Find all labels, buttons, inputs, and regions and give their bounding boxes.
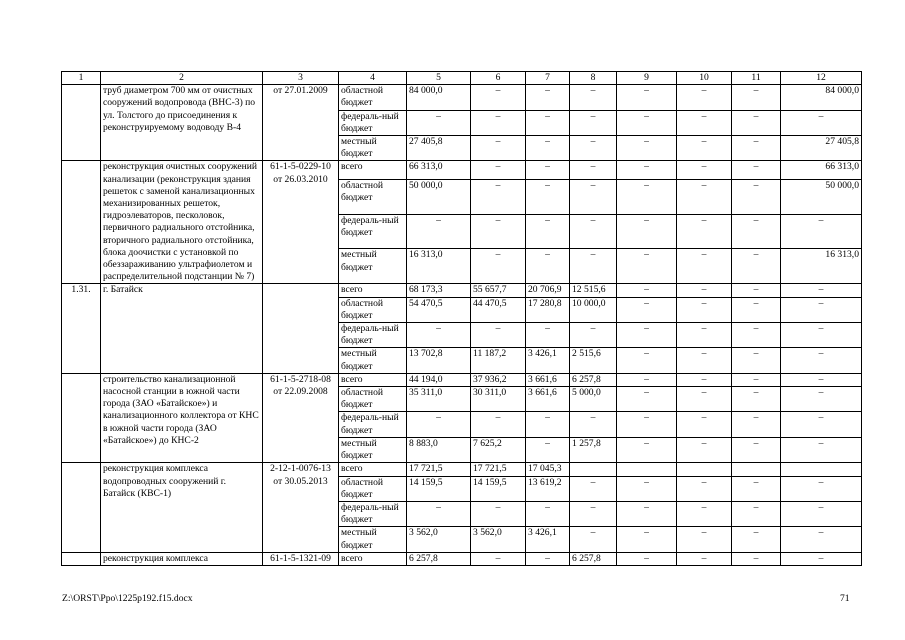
- value-cell: 50 000,0: [407, 179, 471, 214]
- value-cell: –: [617, 501, 677, 526]
- funding-source: федераль-ный бюджет: [339, 110, 407, 135]
- value-cell: –: [407, 323, 471, 348]
- document-code: 61-1-5-2718-08 от 22.09.2008: [263, 373, 339, 462]
- table-row: [62, 284, 862, 297]
- value-cell: –: [781, 476, 862, 501]
- value-cell: –: [677, 284, 732, 297]
- table-row: [62, 552, 862, 565]
- value-cell: 17 045,3: [526, 463, 570, 476]
- object-name: реконструкция очистных сооружений канализации (реконструкция здания решеток с заменой канализационных механизированных решеток, гидроэлеваторов, песколовок, первичного радиального отстойника, вторичного радиального отстойника, блока доочистки с установкой по обеззараживанию ультрафиолетом и распределительной подстанции № 7): [101, 161, 263, 284]
- row-number: [62, 85, 101, 161]
- value-cell: –: [617, 387, 677, 412]
- value-cell: –: [677, 249, 732, 284]
- funding-source: областной бюджет: [339, 387, 407, 412]
- col-header: 12: [781, 72, 862, 85]
- value-cell: –: [617, 284, 677, 297]
- value-cell: –: [526, 214, 570, 249]
- footer-page-number: 71: [840, 593, 850, 604]
- value-cell: –: [732, 110, 781, 135]
- value-cell: –: [732, 214, 781, 249]
- value-cell: –: [732, 161, 781, 179]
- funding-source: всего: [339, 552, 407, 565]
- value-cell: –: [617, 476, 677, 501]
- value-cell: –: [570, 249, 617, 284]
- value-cell: –: [732, 501, 781, 526]
- value-cell: –: [781, 214, 862, 249]
- value-cell: –: [732, 527, 781, 552]
- value-cell: –: [526, 161, 570, 179]
- value-cell: –: [570, 501, 617, 526]
- value-cell: 66 313,0: [781, 161, 862, 179]
- value-cell: 44 194,0: [407, 373, 471, 386]
- col-header: 2: [101, 72, 263, 85]
- row-number: 1.31.: [62, 284, 101, 373]
- value-cell: 7 625,2: [471, 437, 526, 462]
- value-cell: –: [732, 373, 781, 386]
- value-cell: –: [732, 179, 781, 214]
- value-cell: –: [732, 412, 781, 437]
- value-cell: –: [781, 552, 862, 565]
- value-cell: –: [732, 437, 781, 462]
- table-row: [62, 373, 862, 386]
- funding-source: федераль-ный бюджет: [339, 412, 407, 437]
- object-name: г. Батайск: [101, 284, 263, 373]
- value-cell: 6 257,8: [570, 552, 617, 565]
- value-cell: [732, 463, 781, 476]
- value-cell: –: [617, 214, 677, 249]
- value-cell: –: [617, 323, 677, 348]
- value-cell: 17 280,8: [526, 297, 570, 322]
- value-cell: –: [617, 85, 677, 110]
- value-cell: –: [677, 348, 732, 373]
- funding-source: местный бюджет: [339, 136, 407, 161]
- col-header: 7: [526, 72, 570, 85]
- value-cell: –: [677, 179, 732, 214]
- value-cell: –: [407, 214, 471, 249]
- document-code: 2-12-1-0076-13 от 30.05.2013: [263, 463, 339, 552]
- row-number: [62, 161, 101, 284]
- col-header: 9: [617, 72, 677, 85]
- value-cell: 3 661,6: [526, 373, 570, 386]
- table-row: [62, 463, 862, 476]
- value-cell: –: [732, 284, 781, 297]
- value-cell: [677, 463, 732, 476]
- value-cell: –: [677, 214, 732, 249]
- col-header: 3: [263, 72, 339, 85]
- value-cell: 16 313,0: [407, 249, 471, 284]
- value-cell: –: [732, 552, 781, 565]
- value-cell: 3 661,6: [526, 387, 570, 412]
- value-cell: –: [677, 161, 732, 179]
- value-cell: 30 311,0: [471, 387, 526, 412]
- value-cell: 6 257,8: [407, 552, 471, 565]
- row-number: [62, 463, 101, 552]
- funding-source: всего: [339, 373, 407, 386]
- value-cell: 44 470,5: [471, 297, 526, 322]
- funding-source: всего: [339, 284, 407, 297]
- value-cell: –: [781, 387, 862, 412]
- funding-source: областной бюджет: [339, 297, 407, 322]
- value-cell: –: [526, 85, 570, 110]
- value-cell: 1 257,8: [570, 437, 617, 462]
- value-cell: –: [677, 412, 732, 437]
- object-name: реконструкция комплекса водопроводных сооружений г. Батайск (КВС-1): [101, 463, 263, 552]
- value-cell: –: [471, 179, 526, 214]
- value-cell: 14 159,5: [407, 476, 471, 501]
- row-number: [62, 373, 101, 462]
- value-cell: –: [677, 501, 732, 526]
- value-cell: –: [617, 527, 677, 552]
- value-cell: –: [526, 136, 570, 161]
- funding-source: областной бюджет: [339, 85, 407, 110]
- value-cell: –: [570, 136, 617, 161]
- value-cell: 3 426,1: [526, 527, 570, 552]
- funding-source: областной бюджет: [339, 476, 407, 501]
- value-cell: 10 000,0: [570, 297, 617, 322]
- value-cell: –: [570, 161, 617, 179]
- value-cell: –: [781, 373, 862, 386]
- value-cell: –: [471, 110, 526, 135]
- funding-source: местный бюджет: [339, 527, 407, 552]
- value-cell: –: [781, 323, 862, 348]
- value-cell: –: [781, 297, 862, 322]
- value-cell: 66 313,0: [407, 161, 471, 179]
- col-header: 6: [471, 72, 526, 85]
- value-cell: –: [407, 412, 471, 437]
- value-cell: –: [471, 501, 526, 526]
- funding-source: всего: [339, 463, 407, 476]
- value-cell: –: [471, 85, 526, 110]
- value-cell: –: [677, 85, 732, 110]
- funding-source: местный бюджет: [339, 249, 407, 284]
- value-cell: 13 619,2: [526, 476, 570, 501]
- funding-source: местный бюджет: [339, 348, 407, 373]
- col-header: 5: [407, 72, 471, 85]
- value-cell: –: [570, 214, 617, 249]
- value-cell: –: [526, 110, 570, 135]
- value-cell: –: [677, 323, 732, 348]
- value-cell: 11 187,2: [471, 348, 526, 373]
- value-cell: –: [570, 323, 617, 348]
- value-cell: 2 515,6: [570, 348, 617, 373]
- value-cell: –: [781, 348, 862, 373]
- value-cell: 17 721,5: [471, 463, 526, 476]
- value-cell: 50 000,0: [781, 179, 862, 214]
- value-cell: –: [732, 387, 781, 412]
- value-cell: –: [677, 297, 732, 322]
- object-name: строительство канализационной насосной станции в южной части города (ЗАО «Батайское») и канализационного коллектора от КНС в южной части города (ЗАО «Батайское») до КНС-2: [101, 373, 263, 462]
- value-cell: –: [732, 323, 781, 348]
- value-cell: 68 173,3: [407, 284, 471, 297]
- value-cell: –: [781, 437, 862, 462]
- value-cell: –: [407, 110, 471, 135]
- value-cell: –: [781, 412, 862, 437]
- value-cell: 27 405,8: [781, 136, 862, 161]
- value-cell: –: [781, 284, 862, 297]
- value-cell: –: [570, 412, 617, 437]
- value-cell: 20 706,9: [526, 284, 570, 297]
- value-cell: –: [732, 476, 781, 501]
- document-code: от 27.01.2009: [263, 85, 339, 161]
- value-cell: 5 000,0: [570, 387, 617, 412]
- value-cell: 54 470,5: [407, 297, 471, 322]
- document-code: 61-1-5-1321-09: [263, 552, 339, 565]
- document-code: [263, 284, 339, 373]
- value-cell: –: [570, 179, 617, 214]
- funding-source: всего: [339, 161, 407, 179]
- funding-source: федераль-ный бюджет: [339, 323, 407, 348]
- budget-table: [61, 71, 862, 566]
- row-number: [62, 552, 101, 565]
- value-cell: –: [677, 373, 732, 386]
- value-cell: –: [617, 179, 677, 214]
- value-cell: –: [526, 249, 570, 284]
- value-cell: –: [570, 476, 617, 501]
- value-cell: –: [570, 110, 617, 135]
- value-cell: –: [617, 161, 677, 179]
- value-cell: –: [526, 179, 570, 214]
- value-cell: –: [617, 373, 677, 386]
- value-cell: 13 702,8: [407, 348, 471, 373]
- object-name: реконструкция комплекса: [101, 552, 263, 565]
- value-cell: –: [526, 437, 570, 462]
- value-cell: –: [407, 501, 471, 526]
- value-cell: –: [677, 552, 732, 565]
- value-cell: –: [732, 85, 781, 110]
- funding-source: местный бюджет: [339, 437, 407, 462]
- value-cell: –: [677, 527, 732, 552]
- value-cell: –: [781, 110, 862, 135]
- col-header: 1: [62, 72, 101, 85]
- value-cell: 6 257,8: [570, 373, 617, 386]
- col-header: 10: [677, 72, 732, 85]
- value-cell: [617, 463, 677, 476]
- value-cell: –: [471, 412, 526, 437]
- value-cell: –: [526, 412, 570, 437]
- value-cell: –: [526, 323, 570, 348]
- value-cell: –: [617, 552, 677, 565]
- value-cell: –: [781, 501, 862, 526]
- footer-file-path: Z:\ORST\Ppo\1225p192.f15.docx: [62, 593, 193, 604]
- value-cell: –: [570, 85, 617, 110]
- value-cell: –: [617, 110, 677, 135]
- value-cell: –: [677, 437, 732, 462]
- value-cell: 16 313,0: [781, 249, 862, 284]
- value-cell: 3 562,0: [471, 527, 526, 552]
- value-cell: –: [617, 348, 677, 373]
- value-cell: 84 000,0: [407, 85, 471, 110]
- value-cell: 27 405,8: [407, 136, 471, 161]
- value-cell: 12 515,6: [570, 284, 617, 297]
- document-code: 61-1-5-0229-10 от 26.03.2010: [263, 161, 339, 284]
- value-cell: [781, 463, 862, 476]
- value-cell: –: [677, 136, 732, 161]
- value-cell: 55 657,7: [471, 284, 526, 297]
- value-cell: –: [570, 527, 617, 552]
- value-cell: 37 936,2: [471, 373, 526, 386]
- value-cell: –: [471, 249, 526, 284]
- value-cell: –: [732, 348, 781, 373]
- col-header: 4: [339, 72, 407, 85]
- table-row: [62, 85, 862, 110]
- value-cell: –: [526, 552, 570, 565]
- value-cell: –: [732, 297, 781, 322]
- value-cell: 14 159,5: [471, 476, 526, 501]
- value-cell: [570, 463, 617, 476]
- funding-source: федераль-ный бюджет: [339, 214, 407, 249]
- value-cell: 3 562,0: [407, 527, 471, 552]
- value-cell: –: [526, 501, 570, 526]
- value-cell: 35 311,0: [407, 387, 471, 412]
- value-cell: –: [471, 552, 526, 565]
- value-cell: –: [732, 136, 781, 161]
- value-cell: –: [617, 437, 677, 462]
- col-header: 8: [570, 72, 617, 85]
- value-cell: –: [617, 136, 677, 161]
- value-cell: 17 721,5: [407, 463, 471, 476]
- value-cell: 84 000,0: [781, 85, 862, 110]
- header-row: [62, 72, 862, 85]
- value-cell: –: [781, 527, 862, 552]
- value-cell: –: [677, 476, 732, 501]
- table-row: [62, 161, 862, 179]
- value-cell: –: [677, 387, 732, 412]
- value-cell: –: [617, 249, 677, 284]
- value-cell: –: [471, 161, 526, 179]
- funding-source: федераль-ный бюджет: [339, 501, 407, 526]
- value-cell: –: [471, 323, 526, 348]
- value-cell: 3 426,1: [526, 348, 570, 373]
- funding-source: областной бюджет: [339, 179, 407, 214]
- value-cell: –: [471, 214, 526, 249]
- value-cell: –: [732, 249, 781, 284]
- value-cell: –: [677, 110, 732, 135]
- col-header: 11: [732, 72, 781, 85]
- value-cell: 8 883,0: [407, 437, 471, 462]
- value-cell: –: [617, 297, 677, 322]
- value-cell: –: [471, 136, 526, 161]
- value-cell: –: [617, 412, 677, 437]
- object-name: труб диаметром 700 мм от очистных сооружений водопровода (ВНС-3) по ул. Толстого до присоединения к реконструируемому водоводу В-4: [101, 85, 263, 161]
